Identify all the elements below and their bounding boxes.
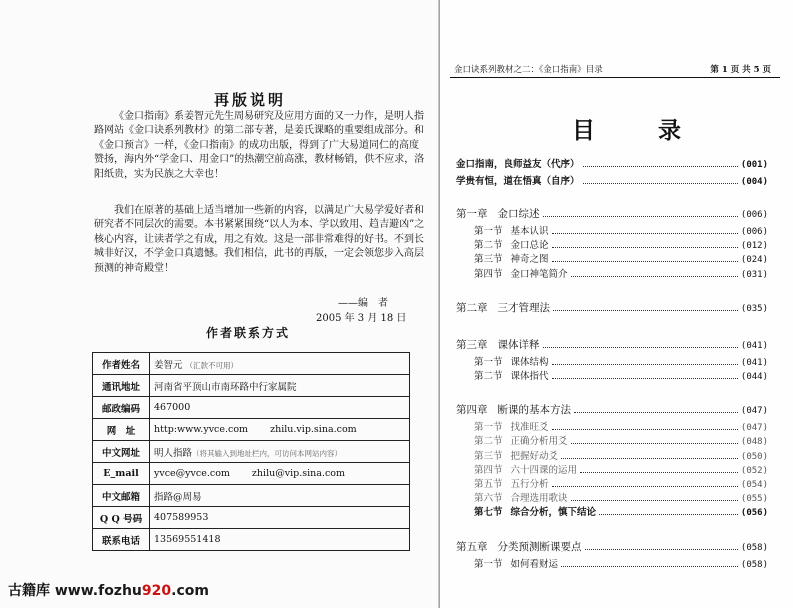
preface-line: 我们在原著的基础上适当增加一些新的内容，以满足广大易: [114, 205, 374, 216]
contact-row: [93, 353, 410, 375]
contact-note: （将其输入到地址栏内，可访问本网站内容）: [192, 448, 343, 458]
toc-section-number: 第三节: [474, 450, 503, 462]
contact-row: [93, 441, 410, 463]
contact-row: [93, 485, 410, 507]
contact-note: （汇款不可用）: [185, 360, 239, 370]
toc-section-number: 第三节: [474, 254, 503, 266]
toc-section-title: 课体结构: [510, 356, 549, 368]
contact-row: [93, 463, 410, 485]
toc-chapter[interactable]: [456, 206, 768, 222]
contact-label: 网 址: [93, 419, 150, 441]
toc-intro-item-title: 学贵有恒，道在悟真（自序）: [456, 176, 580, 187]
toc-chapter[interactable]: [456, 402, 768, 418]
toc-section-number: 第四节: [474, 268, 503, 280]
toc-section-title: 如何看财运: [510, 558, 559, 570]
toc-section-title: 把握好动爻: [510, 450, 559, 462]
toc-section-number: 第二节: [474, 436, 503, 448]
email-link[interactable]: yvce@yvce.com: [154, 468, 230, 479]
contact-title: 作者联系方式: [206, 326, 291, 340]
toc-chapter-title: 课体详释: [497, 338, 540, 351]
contact-value: 明人指路（将其输入到地址栏内，可访问本网站内容）: [150, 441, 410, 463]
contact-label: E_mail: [93, 463, 150, 485]
toc-section-title: 金口总论: [510, 240, 549, 252]
preface-line: 学爱好者和研究者不同层次的需要。本书紧紧围绕“以人为本、: [94, 205, 424, 231]
toc-section-page: (024): [740, 255, 768, 266]
watermark-url[interactable]: www.fozhu920.com: [54, 583, 209, 599]
dot-leader: [574, 403, 738, 413]
preface-line: 版，得到了广大易道同仁的高度赞扬，海内外“学金口、用金口”: [94, 139, 419, 166]
toc-section-number: 第五节: [474, 479, 503, 490]
toc-chapter-title: 三才管理法: [497, 301, 550, 314]
dot-leader: [543, 338, 738, 348]
email-link-alt[interactable]: zhilu@vip.sina.com: [251, 468, 346, 479]
dot-leader: [571, 491, 738, 501]
watermark-site-name: 古籍库: [8, 583, 50, 599]
toc-chapter-title: 分类预测断课要点: [497, 540, 582, 553]
preface-signature: ——编 者: [338, 298, 388, 309]
website-link-alt[interactable]: zhilu.vip.sina.com: [270, 424, 357, 435]
toc-section-page: (050): [740, 451, 768, 462]
toc-section-number: 第七节: [474, 507, 503, 519]
toc-chapter[interactable]: [456, 539, 768, 555]
toc-chapter-number: 第四章: [456, 404, 488, 417]
dot-leader: [553, 301, 738, 311]
toc-section-number: 第六节: [474, 493, 503, 505]
toc-chapter-number: 第二章: [456, 301, 488, 314]
toc-section-title: 正确分析用爻: [510, 436, 568, 448]
preface-line: 大幸也！: [184, 168, 224, 180]
toc-chapter-number: 第三章: [456, 338, 488, 351]
toc-section-number: 第二节: [474, 371, 503, 382]
preface-line: 这是一部非常难得的好书。不到长城非好汉，不学金口真遗憾。: [94, 233, 424, 260]
site-watermark: [8, 580, 209, 600]
toc-intro-item[interactable]: [456, 173, 768, 189]
toc-section-title: 五行分析: [510, 479, 549, 490]
contact-label: 邮政编码: [93, 397, 150, 419]
dot-leader: [561, 557, 738, 567]
toc-section-page: (052): [740, 465, 768, 476]
toc-section-title: 金口神笔简介: [510, 268, 568, 280]
toc-section-number: 第一节: [474, 356, 503, 368]
toc-intro-item-page: (004): [740, 177, 768, 187]
contact-value: 467000: [150, 397, 410, 419]
toc-section-page: (044): [740, 372, 768, 382]
dot-leader: [571, 267, 738, 277]
dot-leader: [552, 238, 738, 248]
toc-section-title: 综合分析，慎下结论: [510, 507, 597, 519]
dot-leader: [552, 252, 738, 262]
toc-section-number: 第四节: [474, 464, 503, 476]
toc-section-title: 神奇之图: [510, 254, 549, 266]
toc-section-title: 合理选用歌诀: [510, 493, 568, 505]
contact-label: 通讯地址: [93, 375, 150, 397]
toc-section-page: (012): [740, 241, 768, 252]
preface-line: 的重要组成部分。和《金口预言》一样，《金口指南》的成功出: [94, 125, 424, 151]
dot-leader: [599, 505, 738, 515]
toc-section[interactable]: [474, 368, 768, 384]
contact-row: [93, 507, 410, 529]
dot-leader: [552, 224, 738, 234]
toc-chapter-page: (041): [740, 340, 768, 351]
toc-intro-item-page: (001): [740, 160, 768, 170]
toc-chapter-page: (047): [740, 406, 768, 417]
toc-chapter[interactable]: [456, 300, 768, 316]
toc-chapter-title: 断课的基本方法: [497, 404, 571, 417]
preface-line: 我们相信，此书的再版，一定会领您步入高层预测的神奇殿堂！: [94, 248, 424, 274]
toc-section-title: 找准旺爻: [510, 422, 549, 434]
dot-leader: [552, 369, 738, 379]
contact-value: [150, 463, 410, 485]
contact-row: [93, 375, 410, 397]
toc-section-number: 第二节: [474, 240, 503, 252]
toc-chapter[interactable]: [456, 337, 768, 353]
contact-value: [150, 419, 410, 441]
toc-section-page: (047): [740, 423, 768, 434]
dot-leader: [552, 420, 738, 430]
preface-line: 的热潮空前高涨，教材畅销，供不应求，洛阳纸贵，实为民族之: [94, 154, 425, 180]
preface-paragraph-1: [94, 110, 426, 182]
preface-date: 2005 年 3 月 18 日: [316, 313, 407, 324]
dot-leader: [583, 174, 738, 184]
toc-section-page: (006): [740, 227, 768, 237]
toc-title: 目 录: [572, 117, 701, 144]
toc-section-page: (056): [740, 508, 768, 519]
dot-leader: [571, 434, 738, 444]
toc-chapter-page: (058): [740, 542, 768, 553]
preface-title: 再版说明: [214, 91, 287, 109]
toc-section-number: 第一节: [474, 226, 503, 237]
preface-paragraph-2: [94, 204, 426, 276]
toc-section-page: (054): [740, 480, 768, 490]
toc-section-page: (058): [740, 559, 768, 570]
dot-leader: [552, 477, 738, 487]
toc-section[interactable]: [474, 504, 768, 520]
toc-chapter-title: 金口综述: [497, 208, 540, 220]
dot-leader: [580, 463, 738, 473]
contact-row: [93, 529, 410, 551]
toc-section-page: (031): [740, 269, 768, 280]
toc-intro-item[interactable]: [456, 156, 768, 172]
page-indicator: 第 1 页 共 5 页: [710, 65, 771, 75]
toc-section-number: 第一节: [474, 558, 503, 570]
header-rule: [450, 77, 780, 78]
contact-label: 中文网址: [93, 441, 150, 463]
toc-section-number: 第一节: [474, 422, 503, 434]
preface-line: 是明人指路网站《金口诀系列教材》的第二部专著，是姜氏课略: [94, 111, 424, 137]
dot-leader: [552, 355, 738, 365]
contact-row: [93, 419, 410, 441]
contact-row: [93, 397, 410, 419]
contact-label: 中文邮箱: [93, 485, 150, 507]
contact-value: 13569551418: [150, 529, 410, 551]
toc-chapter-page: (006): [740, 210, 768, 220]
contact-label: 联系电话: [93, 529, 150, 551]
toc-section[interactable]: [474, 556, 768, 572]
running-header: 金口诀系列教材之二：《金口指南》目录: [454, 65, 603, 75]
contact-value: 指路@周易: [150, 485, 410, 507]
toc-section[interactable]: [474, 266, 768, 282]
toc-chapter-number: 第五章: [456, 540, 488, 553]
contact-value: 河南省平顶山市南环路中行家属院: [150, 375, 410, 397]
contact-label: 作者姓名: [93, 353, 150, 375]
contact-value: 姜智元 （汇款不可用）: [150, 353, 410, 375]
toc-section-page: (048): [740, 437, 768, 448]
contact-value: 407589953: [150, 507, 410, 529]
toc-section-title: 六十四课的运用: [510, 464, 578, 476]
preface-line: 学以致用、趋吉避凶”之核心内容，让读者学之有成，用之有效。: [94, 219, 425, 245]
website-link[interactable]: http:www.yvce.com: [154, 424, 249, 435]
toc-section-page: (041): [740, 357, 768, 368]
preface-line: 《金口指南》系姜智元先生周易研究及应用方面的又一力作，: [114, 111, 384, 122]
contact-label: Q Q 号码: [93, 507, 150, 529]
dot-leader: [583, 157, 738, 167]
toc-chapter-page: (035): [740, 303, 768, 314]
toc-chapter-number: 第一章: [456, 208, 488, 220]
toc-section-title: 基本认识: [510, 226, 549, 237]
dot-leader: [585, 540, 738, 550]
toc-section-title: 课体指代: [510, 371, 549, 382]
dot-leader: [543, 207, 738, 217]
contact-table: [92, 352, 410, 551]
right-page: [440, 0, 793, 608]
toc-section-page: (055): [740, 494, 768, 505]
toc-intro-item-title: 金口指南，良师益友（代序）: [456, 159, 580, 170]
dot-leader: [561, 449, 738, 459]
